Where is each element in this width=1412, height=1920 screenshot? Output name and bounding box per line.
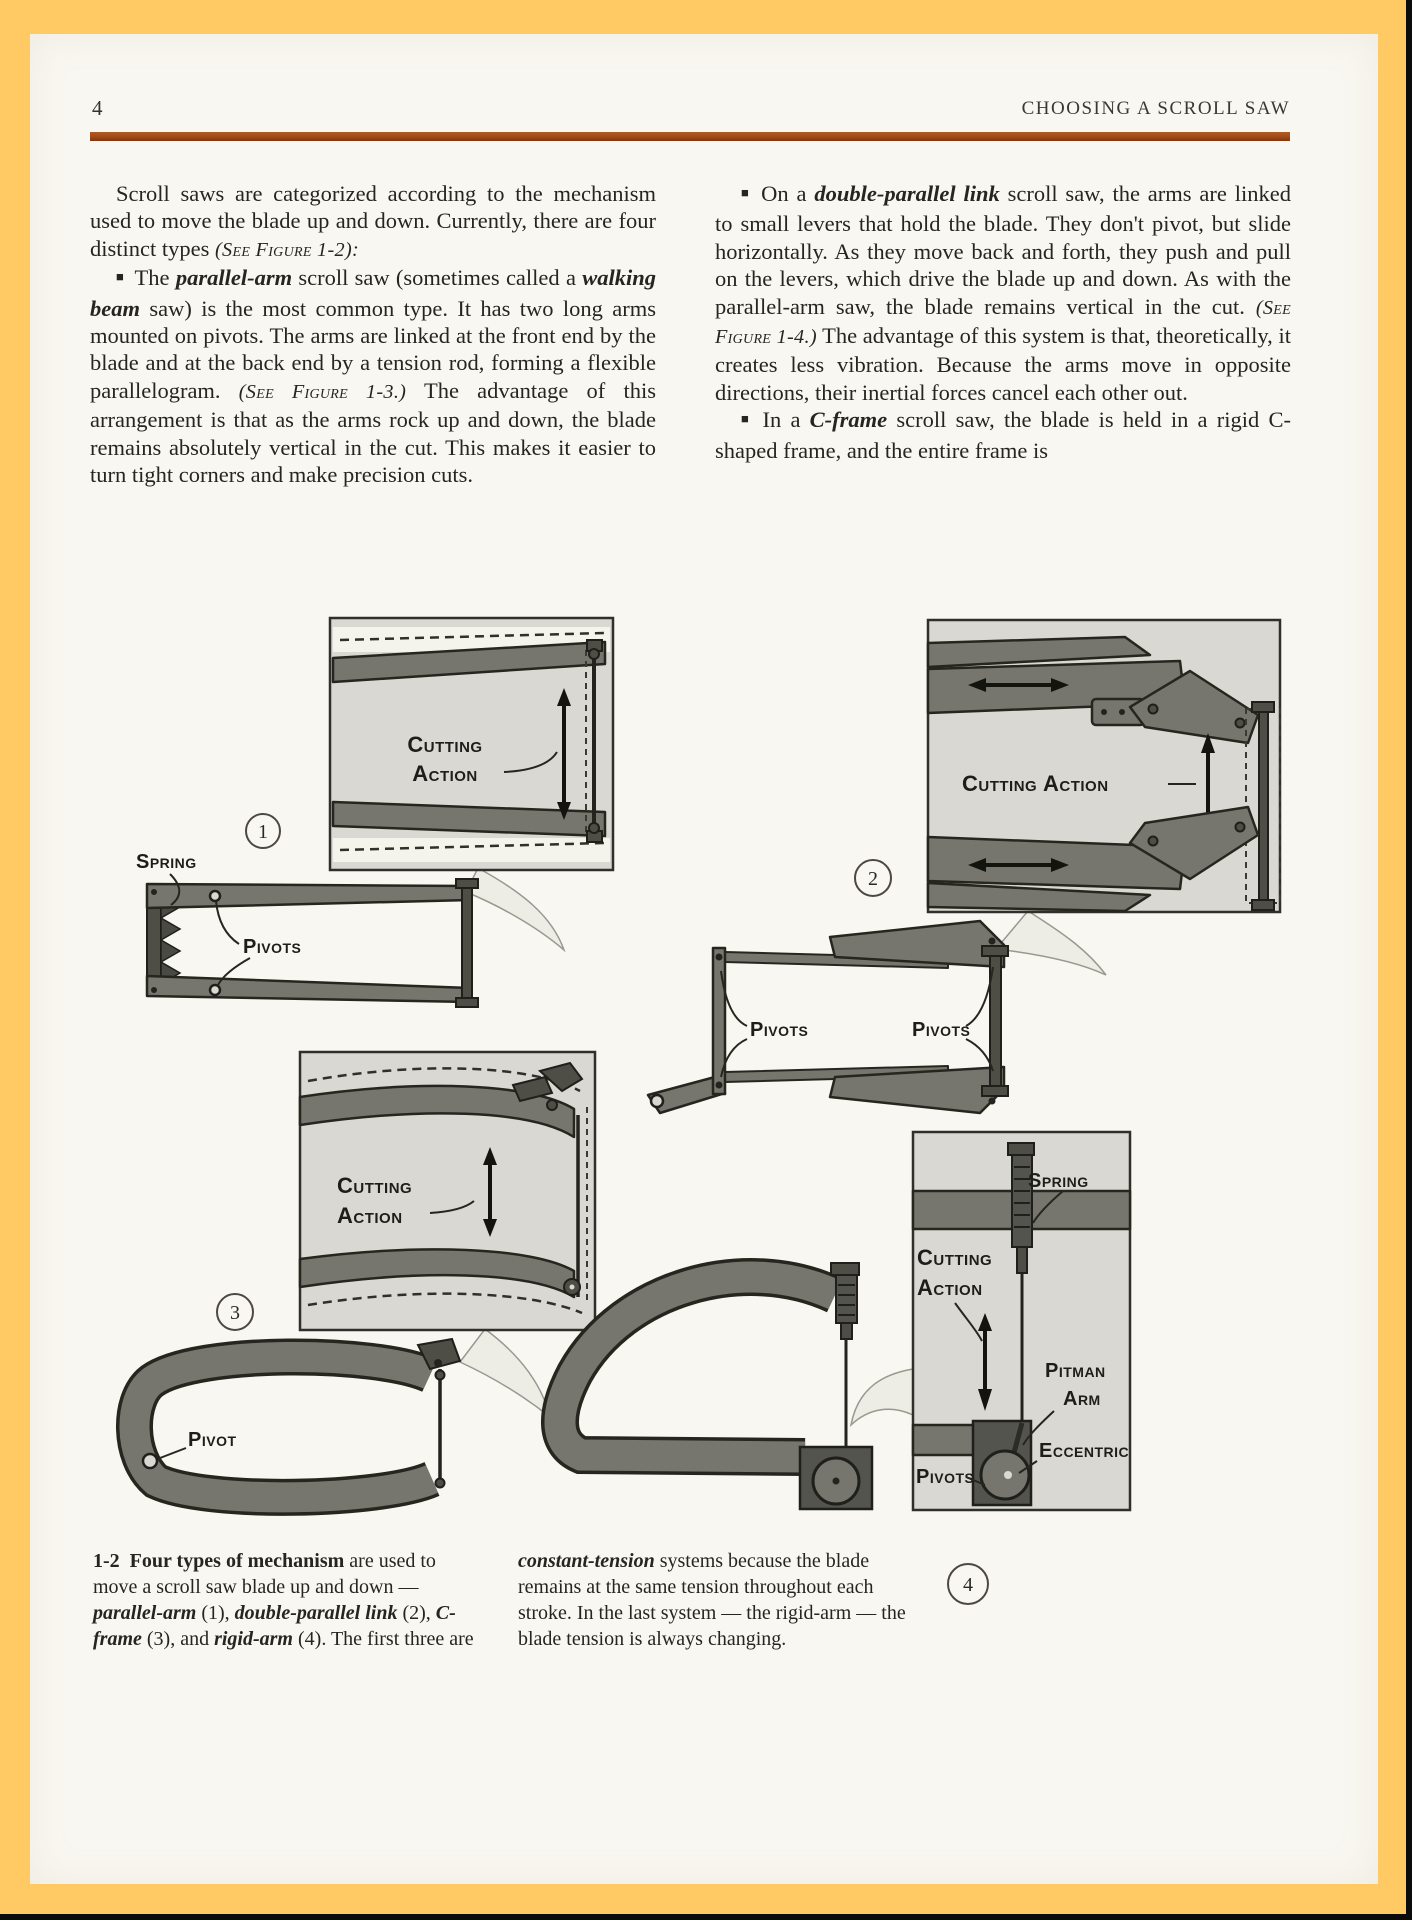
fig1-pivots-label: Pivots	[243, 936, 302, 958]
fig4-number: 4	[963, 1574, 973, 1596]
fig3-action-label: Action	[337, 1203, 403, 1228]
fig4-pitman-label: Pitman	[1045, 1360, 1106, 1382]
paragraph-parallel-arm: ■ The parallel-arm scroll saw (sometimes called a walking beam saw) is the most common type. It has two long arms mounted on pivots. The arms are linked at the front end by the blade and at the back end by a tension rod, forming a flexible parallelogram. (See Figure 1-3.) The advantage of this arrangement is that as the arms rock up and down, the blade remains absolutely vertical in the cut. This makes it easier to turn tight corners and make precision cuts.	[90, 265, 656, 488]
fig1-cutting-label: Cutting	[407, 732, 483, 757]
scan-edge-bottom	[0, 1914, 1412, 1920]
fig4-action-label: Action	[917, 1275, 983, 1300]
spring-clamp	[831, 1263, 859, 1275]
fig1-saw-drawing	[136, 851, 478, 1007]
figure-4-rigid-arm	[505, 1125, 1150, 1615]
spring-zigzag	[161, 896, 180, 984]
fig3-pivot-label: Pivot	[188, 1429, 237, 1451]
text-column-left	[90, 180, 656, 488]
running-head: CHOOSING A SCROLL SAW	[1021, 98, 1290, 119]
paragraph-intro: Scroll saws are categorized according to the mechanism used to move the blade up and down. Currently, there are four distinct types (See Figure 1-2):	[90, 181, 656, 261]
fig3-cutting-label: Cutting	[337, 1173, 413, 1198]
fig2-pivots-left-label: Pivots	[750, 1019, 809, 1041]
top-arm	[147, 884, 470, 908]
c-frame-body	[134, 1357, 432, 1497]
fig4-eccentric-label: Eccentric	[1039, 1440, 1130, 1462]
gooseneck-outline	[560, 1277, 835, 1457]
pivots-right-pointer-bottom	[966, 1039, 993, 1071]
pivot-hole	[143, 1454, 157, 1468]
fig2-saw-drawing	[648, 921, 1008, 1113]
page-number: 4	[92, 96, 103, 120]
fig2-inset-panel	[928, 620, 1280, 912]
fig1-spring-label: Spring	[136, 851, 197, 873]
fig4-inset-panel	[913, 1132, 1130, 1510]
pivot-bottom	[210, 985, 220, 995]
bottom-arm	[147, 976, 470, 1002]
text-column-right	[715, 180, 1291, 464]
pivot-pointer	[160, 1448, 186, 1458]
header-rule	[90, 132, 1290, 141]
fig4-saw-drawing	[560, 1263, 872, 1509]
pivots-right-pointer-top	[966, 967, 993, 1026]
fig1-number-badge	[246, 814, 280, 848]
paragraph-c-frame: ■ In a C-frame scroll saw, the blade is held in a rigid C-shaped frame, and the entire frame is	[715, 407, 1291, 463]
front-upright	[713, 948, 725, 1094]
fig4-number-badge	[948, 1564, 988, 1604]
figure-1-parallel-arm	[100, 600, 615, 1010]
fig2-balloon	[996, 911, 1106, 975]
fig2-pivots-right-label: Pivots	[912, 1019, 971, 1041]
figure-caption-left: 1-2 Four types of mechanism are used to move a scroll saw blade up and down — parallel-arm (1), double-parallel link (2), C-frame (3), and rigid-arm (4). The first three are	[93, 1550, 474, 1650]
fig3-number: 3	[230, 1302, 240, 1324]
fig1-number: 1	[258, 821, 268, 843]
fig4-arm-label: Arm	[1063, 1388, 1101, 1410]
scan-edge-right	[1406, 0, 1412, 1920]
spring-clamp	[1008, 1143, 1034, 1155]
figure-caption-right: constant-tension systems because the blade remains at the same tension throughout each stroke. In the last system — the rigid-arm — the blade tension is always changing.	[518, 1550, 906, 1650]
fig4-spring-label: Spring	[1028, 1170, 1089, 1192]
blade	[1259, 711, 1268, 903]
bed-bar	[913, 1425, 975, 1455]
fig3-number-badge	[217, 1294, 253, 1330]
paragraph-double-parallel-link: ■ On a double-parallel link scroll saw, the arms are linked to small levers that hold the blade. They don't pivot, but slide horizontally. As they move back and forth, they push and pull on the levers, which drive the blade up and down. As with the parallel-arm saw, the blade remains vertical in the cut. (See Figure 1-4.) The advantage of this system is that, theoretically, it creates less vibration. Because the arms move in opposite directions, their inertial forces cancel each other out.	[715, 181, 1291, 405]
fig1-inset-panel	[330, 618, 613, 870]
fig3-saw-drawing	[134, 1339, 460, 1497]
fig1-action-label: Action	[412, 761, 478, 786]
book-page	[30, 34, 1378, 1884]
fig2-number-badge	[855, 860, 891, 896]
fig1-balloon	[466, 868, 564, 950]
fig4-pivots-label: Pivots	[916, 1466, 975, 1488]
fig2-number: 2	[868, 868, 878, 890]
fig4-cutting-label: Cutting	[917, 1245, 993, 1270]
fig4-balloon	[851, 1369, 913, 1425]
fig2-cutting-action-label: Cutting Action	[962, 771, 1109, 796]
pivot-top	[210, 891, 220, 901]
figure-2-double-parallel-link	[630, 615, 1290, 1115]
blade	[462, 886, 472, 1002]
spring	[1012, 1155, 1032, 1247]
